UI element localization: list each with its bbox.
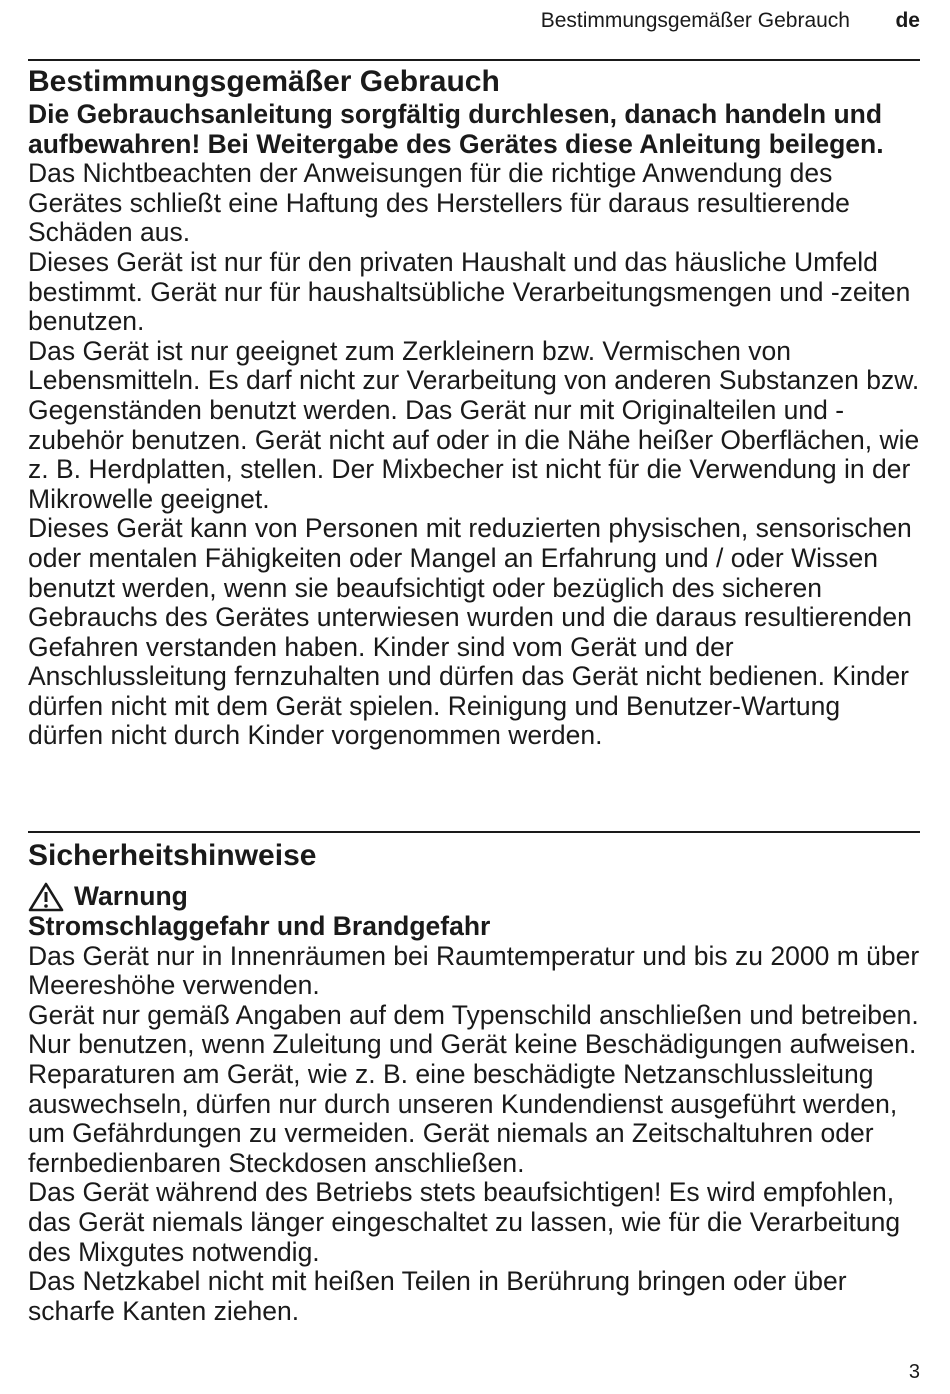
paragraph-persons-children: Dieses Gerät kann von Personen mit reduzierten physischen, sensorischen oder mentalen Fähigkeiten oder Mangel an Erfahrung und / oder Wissen benutzt werden, wenn sie beaufsichtigt oder bezüglich des sicheren Gebrauchs des Gerätes unterwiesen wurden und die daraus resultierenden Gefahren verstanden haben. Kinder sind vom Gerät und der Anschlussleitung fernzuhalten und dürfen das Gerät nicht bedienen. Kinder dürfen nicht mit dem Gerät spielen. Reinigung und Benutzer-Wartung dürfen nicht durch Kinder vorgenommen werden. bbox=[28, 513, 912, 751]
warning-triangle-icon bbox=[28, 882, 64, 912]
paragraph-liability: Das Nichtbeachten der Anweisungen für die richtige Anwendung des Gerätes schließt eine Haftung des Herstellers für daraus resultierende Schäden aus. bbox=[28, 158, 850, 248]
paragraph-supervision: Das Gerät während des Betriebs stets beaufsichtigen! Es wird empfohlen, das Gerät niemals länger eingeschaltet zu lassen, wie für die Verarbeitung des Mixgutes notwendig. bbox=[28, 1177, 901, 1267]
page-number: 3 bbox=[908, 1361, 920, 1383]
top-divider bbox=[28, 59, 920, 61]
section-intended-use bbox=[28, 64, 920, 751]
intro-paragraph: Die Gebrauchsanleitung sorgfältig durchlesen, danach handeln und aufbewahren! Bei Weitergabe des Gerätes diese Anleitung beilegen. bbox=[28, 99, 884, 159]
section-intended-use-title: Bestimmungsgemäßer Gebrauch bbox=[28, 65, 500, 98]
warning-heading bbox=[28, 882, 920, 912]
page-header bbox=[28, 8, 920, 34]
header-language: de bbox=[895, 9, 920, 32]
paragraph-power-cord: Das Netzkabel nicht mit heißen Teilen in Berührung bringen oder über scharfe Kanten ziehen. bbox=[28, 1266, 847, 1326]
section-divider bbox=[28, 831, 920, 833]
header-title: Bestimmungsgemäßer Gebrauch bbox=[540, 9, 850, 32]
warning-label: Warnung bbox=[74, 881, 188, 912]
paragraph-indoor-use: Das Gerät nur in Innenräumen bei Raumtemperatur und bis zu 2000 m über Meereshöhe verwenden. bbox=[28, 940, 920, 1001]
section-safety bbox=[28, 838, 920, 1326]
section-safety-title: Sicherheitshinweise bbox=[28, 839, 317, 872]
hazard-subtitle: Stromschlaggefahr und Brandgefahr bbox=[28, 911, 491, 941]
paragraph-connection: Gerät nur gemäß Angaben auf dem Typenschild anschließen und betreiben. Nur benutzen, wenn Zuleitung und Gerät keine Beschädigungen aufweisen. Reparaturen am Gerät, wie z. B. eine beschädigte Netzanschlussleitung auswechseln, dürfen nur durch unseren Kundendienst ausgeführt werden, um Gefährdungen zu vermeiden. Gerät niemals an Zeitschaltuhren oder fernbedienbaren Steckdosen anschließen. bbox=[28, 999, 919, 1178]
paragraph-household: Dieses Gerät ist nur für den privaten Haushalt und das häusliche Umfeld bestimmt. Gerät nur für haushaltsübliche Verarbeitungsmengen und -zeiten benutzen. bbox=[28, 246, 911, 337]
paragraph-usage: Das Gerät ist nur geeignet zum Zerkleinern bzw. Vermischen von Lebensmitteln. Es darf nicht zur Verarbeitung von anderen Substanzen bzw. Gegenständen benutzt werden. Das Gerät nur mit Originalteilen und -zubehör benutzen. Gerät nicht auf oder in die Nähe heißer Oberflächen, wie z. B. Herdplatten, stellen. Der Mixbecher ist nicht für die Verwendung in der Mikrowelle geeignet. bbox=[28, 335, 920, 514]
